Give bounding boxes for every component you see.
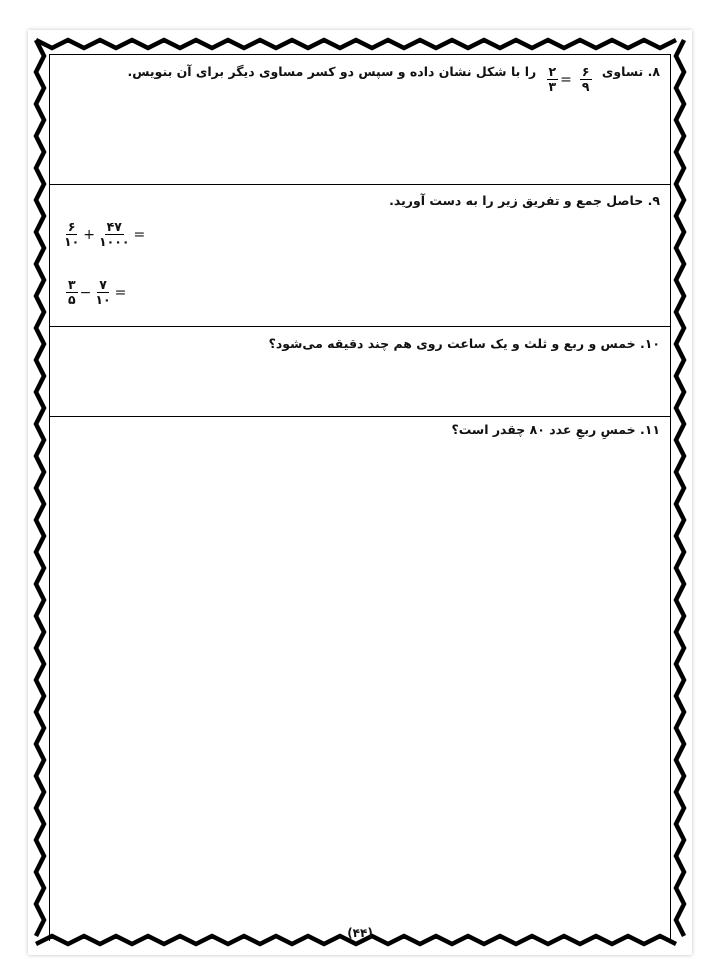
q9-e1-b-den: ۱۰۰۰ [99, 234, 130, 249]
divider-q10-q11 [49, 416, 670, 417]
q8-fl-num: ۶ [581, 64, 590, 79]
q9-e2-op: − [79, 284, 92, 301]
question-8 [128, 64, 660, 94]
q8-fl-den: ۹ [581, 79, 590, 94]
q9-e2-b-den: ۱۰ [95, 292, 111, 307]
q9-e1-op: + [83, 226, 95, 243]
q8-equals: = [560, 71, 572, 88]
q9-e2-a-num: ۳ [68, 277, 76, 292]
divider-q8-q9 [49, 184, 670, 185]
q8-number: ۸. [647, 64, 660, 79]
border-right-zigzag [676, 40, 684, 936]
page-number: (۴۴) [347, 926, 373, 940]
question-11: ۱۱. خمسِ ربعِ عدد ۸۰ چقدر است؟ [451, 422, 660, 437]
q9-e1-a-num: ۶ [67, 219, 76, 234]
divider-q9-q10 [49, 326, 670, 327]
q9-e1-frac-a [62, 220, 81, 249]
q9-e2-a-den: ۵ [68, 292, 76, 307]
q9-e2-eq: = [114, 284, 127, 301]
q8-fraction-right [547, 65, 559, 94]
frame-top-line [49, 54, 670, 55]
question-10: ۱۰. خمس و ربع و ثلث و یک ساعت روی هم چند دقیقه می‌شود؟ [268, 336, 660, 351]
q9-e2-frac-b [93, 278, 112, 307]
q9-e1-eq: = [133, 226, 146, 243]
q8-suffix: را با شکل نشان داده و سپس دو کسر مساوی دیگر برای آن بنویس. [127, 64, 537, 79]
q8-equation [547, 65, 592, 94]
q9-expression-2 [66, 278, 128, 307]
q9-e1-b-num: ۴۷ [106, 219, 122, 234]
border-top-zigzag [36, 40, 676, 48]
q9-e2-b-num: ۷ [99, 277, 107, 292]
border-left-zigzag [36, 40, 44, 936]
q9-e2-frac-a [66, 278, 78, 307]
worksheet-frame [49, 54, 671, 941]
q9-e1-a-den: ۱۰ [64, 234, 80, 249]
q8-prefix: تساوی [601, 64, 644, 79]
q8-fr-num: ۲ [548, 64, 557, 79]
question-9: ۹. حاصل جمع و تفریق زیر را به دست آورید. [389, 193, 660, 208]
q8-fr-den: ۳ [548, 79, 557, 94]
q9-expression-1 [62, 220, 147, 249]
q9-e1-frac-b [97, 220, 132, 249]
q8-fraction-left [580, 65, 592, 94]
